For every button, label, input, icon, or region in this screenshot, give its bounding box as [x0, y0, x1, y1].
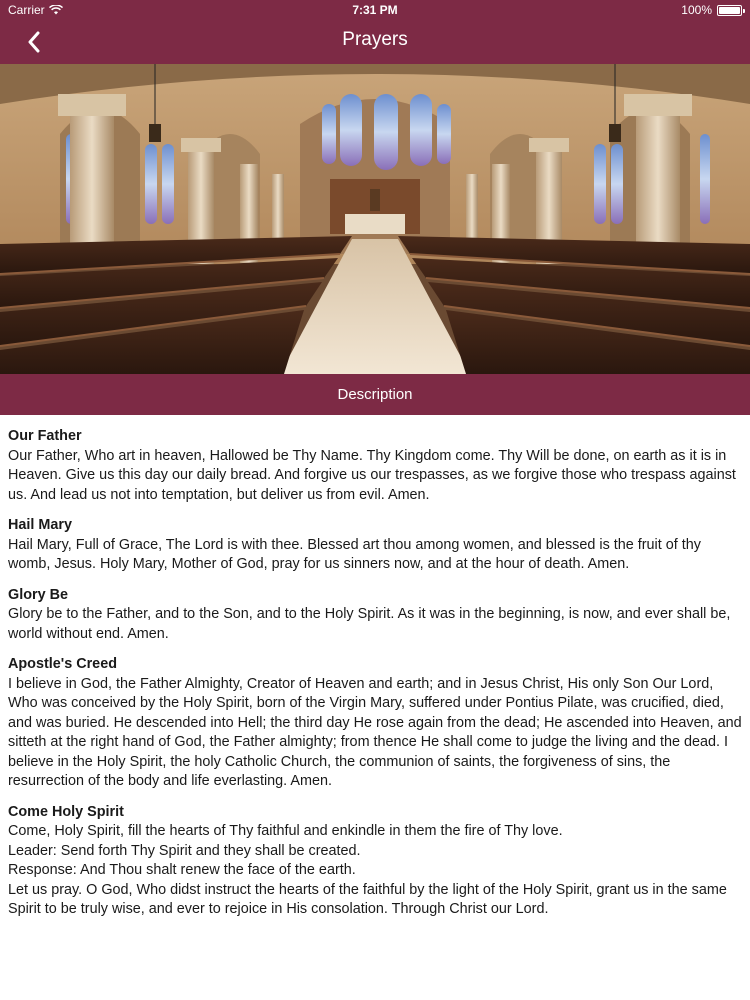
prayer-title: Come Holy Spirit — [8, 803, 124, 820]
app-header — [0, 0, 750, 64]
prayer-our-father — [8, 427, 742, 505]
prayer-text: Our Father, Who art in heaven, Hallowed be Thy Name. Thy Kingdom come. Thy Will be done, on earth as it is in Heaven. Give us this day our daily bread. And forgive us our trespasses, as we forgive those who trespass against us. And lead us not into temptation, but deliver us from evil. Amen. — [8, 447, 736, 503]
prayer-text: Response: And Thou shalt renew the face of the earth. — [8, 862, 356, 878]
prayer-glory-be — [8, 586, 742, 645]
church-interior-image — [0, 64, 750, 374]
prayer-title: Our Father — [8, 428, 82, 444]
battery-icon — [717, 5, 742, 16]
page-title: Prayers — [342, 29, 408, 50]
prayer-text: Glory be to the Father, and to the Son, and to the Holy Spirit. As it was in the beginning, is now, and ever shall be, world without end. Amen. — [8, 606, 731, 642]
description-label: Description — [337, 386, 413, 403]
description-bar — [0, 374, 750, 415]
prayer-title: Hail Mary — [8, 517, 72, 533]
carrier-label: Carrier — [8, 3, 45, 17]
prayer-title: Glory Be — [8, 586, 68, 603]
status-bar — [0, 0, 750, 20]
prayer-come-holy-spirit — [8, 803, 742, 920]
prayers-list — [0, 415, 750, 931]
prayer-title: Apostle's Creed — [8, 656, 117, 672]
prayer-text: I believe in God, the Father Almighty, Creator of Heaven and earth; and in Jesus Christ, His only Son Our Lord, Who was conceived by the Holy Spirit, born of the Virgin Mary, suffered under Pontius Pilate, was crucified, died, and was buried. He descended into Hell; the third day He rose again from the dead; He ascended into Heaven, and sitteth at the right hand of God, the Father almighty; from thence He shall come to judge the living and the dead. I believe in the Holy Spirit, the holy Catholic Church, the communion of saints, the forgiveness of sins, the resurrection of the body and life everlasting. Amen. — [8, 675, 742, 789]
prayer-text: Hail Mary, Full of Grace, The Lord is with thee. Blessed art thou among women, and blessed is the fruit of thy womb, Jesus. Holy Mary, Mother of God, pray for us sinners now, and at the hour of death. Amen. — [8, 536, 701, 572]
navigation-bar — [0, 20, 750, 64]
battery-percent: 100% — [681, 3, 712, 17]
battery-level — [719, 7, 740, 14]
prayer-apostles-creed — [8, 655, 742, 792]
prayer-hail-mary — [8, 516, 742, 575]
prayer-text: Come, Holy Spirit, fill the hearts of Thy faithful and enkindle in them the fire of Thy love. — [8, 823, 563, 839]
status-time: 7:31 PM — [352, 3, 398, 17]
prayer-text: Let us pray. O God, Who didst instruct the hearts of the faithful by the light of the Holy Spirit, grant us in the same Spirit to be truly wise, and ever to rejoice in His consolation. Through Christ our Lord. — [8, 881, 727, 917]
prayer-text: Leader: Send forth Thy Spirit and they shall be created. — [8, 842, 361, 859]
